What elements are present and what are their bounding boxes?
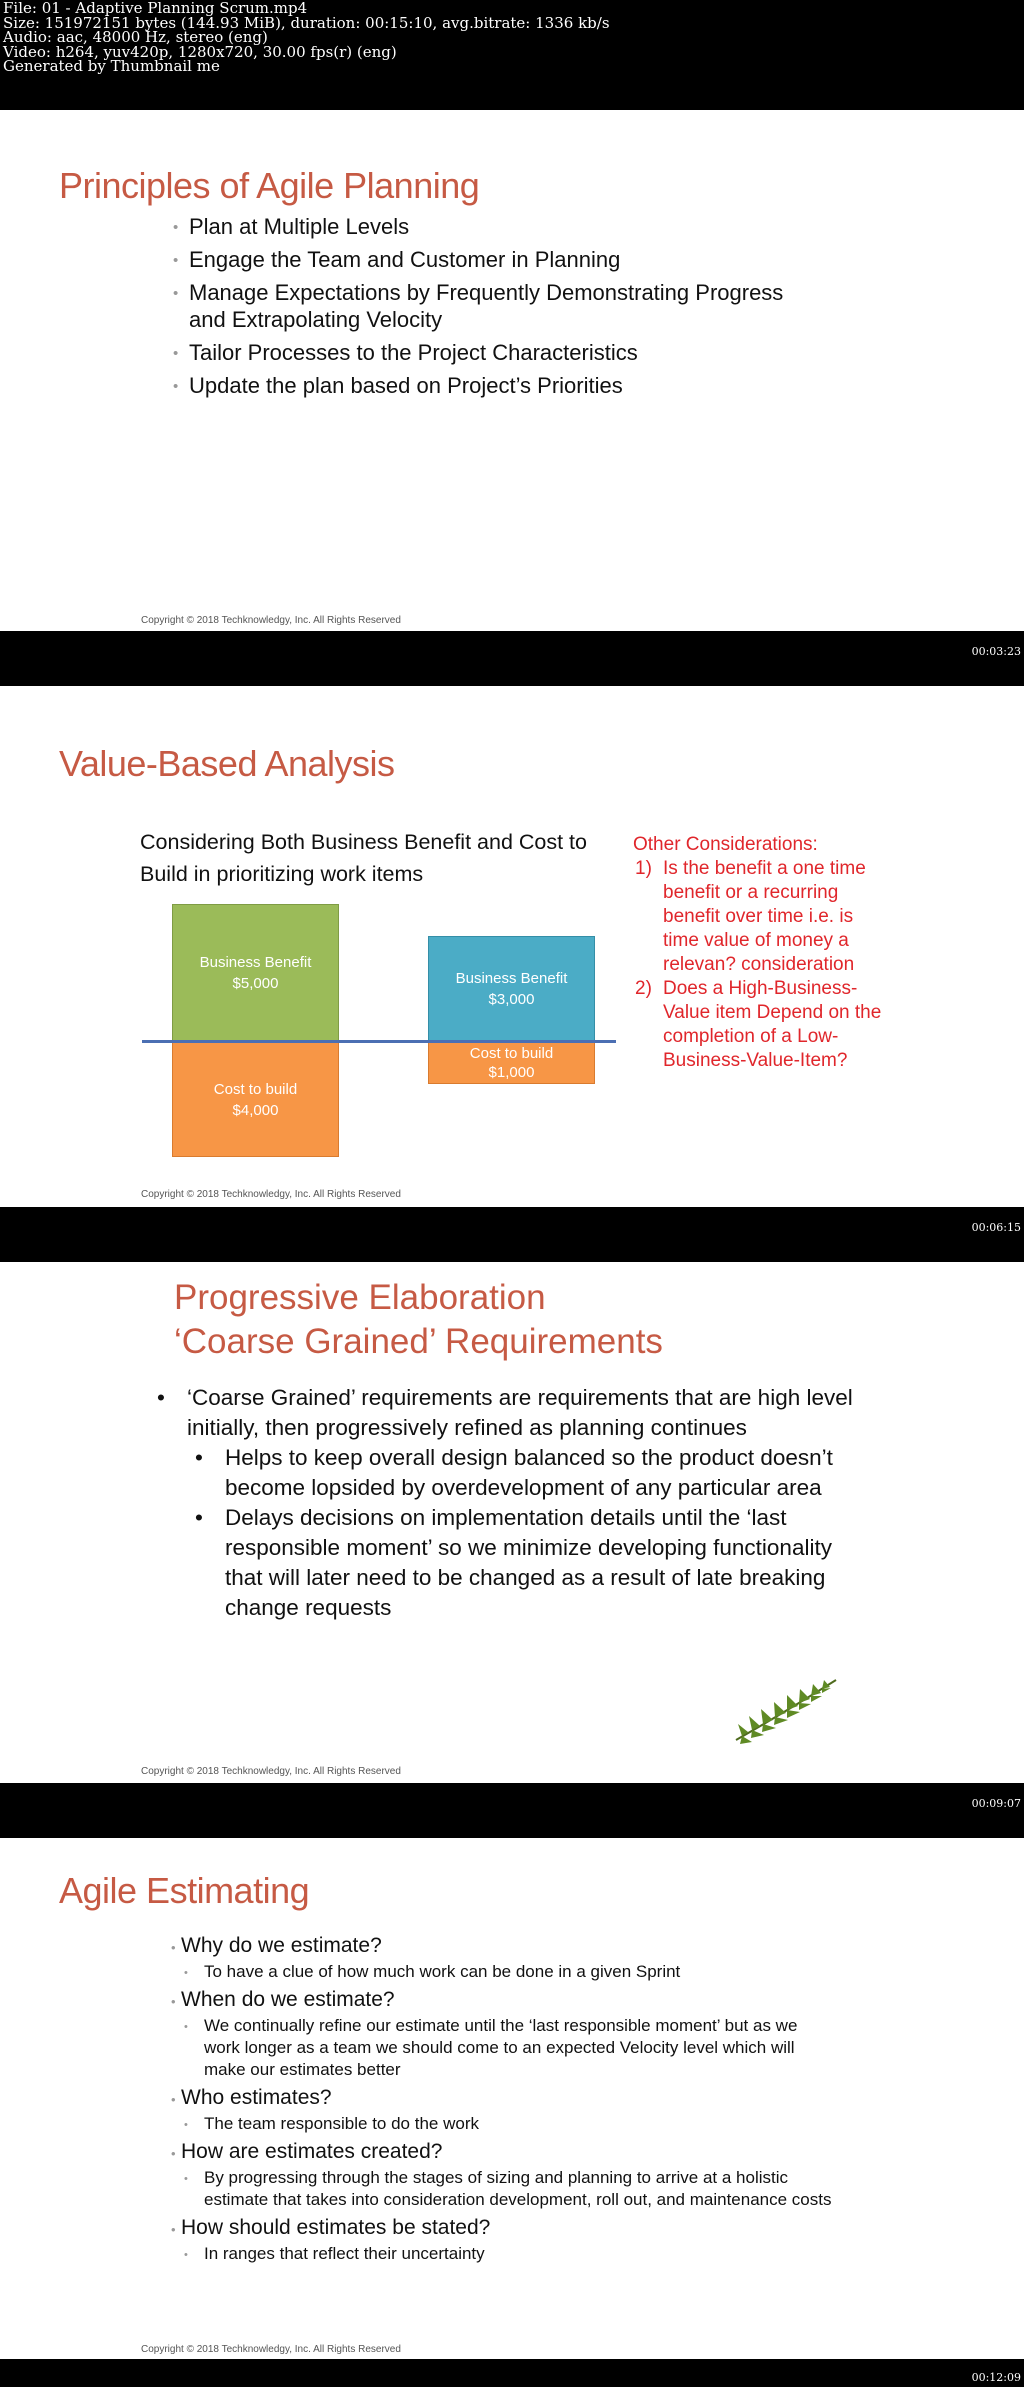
copyright: Copyright © 2018 Techknowledgy, Inc. All Rights Reserved: [141, 615, 401, 626]
list-item: • How should estimates be stated? • In ranges that reflect their uncertainty: [171, 2215, 871, 2265]
bullet-icon: •: [171, 2092, 176, 2107]
slide-title: Progressive Elaboration ‘Coarse Grained’ Requirements: [174, 1278, 663, 1361]
list-item: • Manage Expectations by Frequently Demonstrating Progress and Extrapolating Velocity: [173, 280, 784, 332]
timestamp: 00:03:23: [971, 645, 1021, 658]
business-benefit-box-1: Business Benefit $5,000: [172, 904, 339, 1042]
thumbnail-slide-3: [0, 1262, 1024, 1783]
considerations-heading: Other Considerations:: [633, 834, 818, 855]
slide-title: Value-Based Analysis: [59, 743, 395, 784]
timestamp: 00:06:15: [971, 1221, 1021, 1234]
bullet-icon: •: [184, 2249, 188, 2261]
slide-title: Agile Estimating: [59, 1870, 310, 1911]
value-heading: Considering Both Business Benefit and Cost to Build in prioritizing work items: [140, 830, 587, 886]
bullet-icon: •: [173, 378, 179, 395]
list-item: • When do we estimate? • We continually refine our estimate until the ‘last responsible moment’ but as we work longer as a team we should come to an expected Velocity level which will make our estimates better: [171, 1988, 798, 2079]
principles-list: [173, 213, 873, 405]
list-item: 1) Is the benefit a one time benefit or a recurring benefit over time i.e. is time value of money a relevan? consideration: [635, 858, 866, 975]
bullet-icon: •: [184, 2173, 188, 2185]
list-item: • Tailor Processes to the Project Characteristics: [173, 340, 638, 365]
list-item: • Plan at Multiple Levels: [173, 214, 410, 239]
business-benefit-box-2: Business Benefit $3,000: [428, 936, 595, 1042]
bullet-icon: •: [173, 219, 179, 236]
bullet-icon: •: [184, 2119, 188, 2131]
list-item: • Delays decisions on implementation details until the ‘last responsible moment’ so we minimize developing functionality that will later need to be changed as a result of late breaking change requests: [195, 1505, 832, 1620]
list-item: • ‘Coarse Grained’ requirements are requirements that are high level initially, then progressively refined as planning continues: [157, 1385, 853, 1440]
bullet-icon: •: [171, 2222, 176, 2237]
bullet-icon: •: [171, 1940, 176, 1955]
zero-baseline: [142, 1040, 616, 1043]
bullet-icon: •: [171, 1994, 176, 2009]
thumbnail-slide-4: [0, 1838, 1024, 2359]
copyright: Copyright © 2018 Techknowledgy, Inc. All Rights Reserved: [141, 1766, 401, 1777]
audio-line: Audio: aac, 48000 Hz, stereo (eng): [3, 28, 268, 47]
slide-title: Principles of Agile Planning: [59, 165, 480, 206]
bullet-icon: •: [184, 2021, 188, 2033]
bullet-icon: •: [173, 345, 179, 362]
generator-line: Generated by Thumbnail me: [3, 57, 220, 76]
bullet-icon: •: [171, 2146, 176, 2161]
other-considerations: [633, 833, 893, 1073]
list-item: • How are estimates created? • By progressing through the stages of sizing and planning to arrive at a holistic estimate that takes into consideration development, roll out, and maintenance costs: [171, 2140, 832, 2209]
requirements-list: [157, 1383, 857, 1623]
video-line: Video: h264, yuv420p, 1280x720, 30.00 fps(r) (eng): [3, 42, 397, 61]
thumbnail-slide-1: [0, 110, 1024, 631]
fern-leaf-icon: [732, 1672, 842, 1744]
estimating-qa-list: [171, 1933, 871, 2269]
bullet-icon: •: [184, 1967, 188, 1979]
list-item: • Helps to keep overall design balanced so the product doesn’t become lopsided by overdevelopment of any particular area: [195, 1445, 833, 1500]
timestamp: 00:09:07: [971, 1797, 1021, 1810]
copyright: Copyright © 2018 Techknowledgy, Inc. All Rights Reserved: [141, 2344, 401, 2355]
bullet-icon: •: [157, 1385, 165, 1410]
cost-box-2: Cost to build $1,000: [428, 1042, 595, 1084]
list-item: 2) Does a High-Business-Value item Depend on the completion of a Low-Business-Value-Item?: [635, 978, 882, 1071]
video-info-header: [0, 0, 1024, 110]
list-item: • Why do we estimate? • To have a clue of how much work can be done in a given Sprint: [171, 1933, 871, 1983]
list-item: • Engage the Team and Customer in Planning: [173, 247, 621, 272]
thumbnail-slide-2: [0, 686, 1024, 1207]
list-item: • Update the plan based on Project’s Priorities: [173, 373, 623, 398]
size-line: Size: 151972151 bytes (144.93 MiB), duration: 00:15:10, avg.bitrate: 1336 kb/s: [3, 13, 610, 32]
bullet-icon: •: [173, 285, 179, 302]
copyright: Copyright © 2018 Techknowledgy, Inc. All Rights Reserved: [141, 1189, 401, 1200]
bullet-icon: •: [195, 1505, 203, 1530]
timestamp: 00:12:09: [971, 2371, 1021, 2384]
cost-box-1: Cost to build $4,000: [172, 1042, 339, 1157]
file-line: File: 01 - Adaptive Planning Scrum.mp4: [3, 0, 308, 17]
list-item: • Who estimates? • The team responsible to do the work: [171, 2085, 871, 2135]
bullet-icon: •: [173, 252, 179, 269]
bullet-icon: •: [195, 1445, 203, 1470]
